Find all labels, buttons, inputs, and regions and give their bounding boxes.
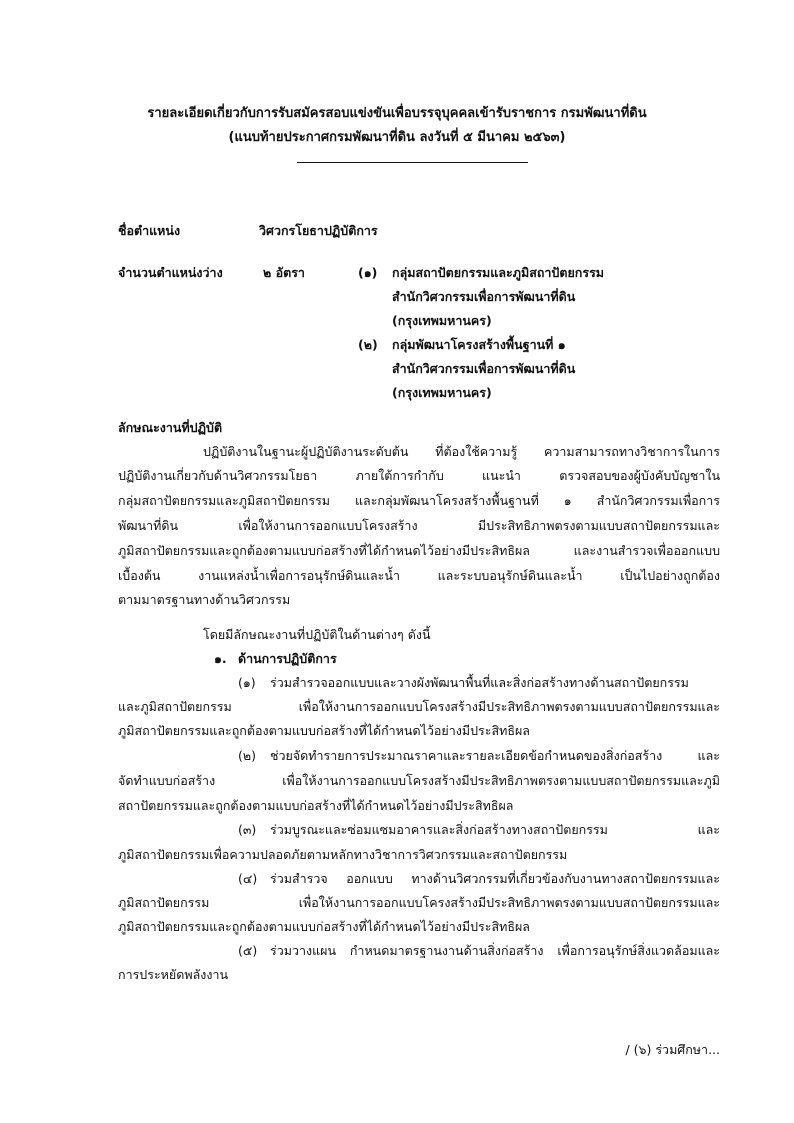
item-number: (๓) [238, 822, 257, 837]
paragraph-line: ตามมาตรฐานทางด้านวิศวกรรม [118, 592, 291, 607]
unit-name: กลุ่มพัฒนาโครงสร้างพื้นฐานที่ ๑ [392, 337, 566, 352]
work-heading: ลักษณะงานที่ปฏิบัติ [118, 420, 223, 435]
position-value: วิศวกรโยธาปฏิบัติการ [259, 223, 378, 238]
unit-office: สำนักวิศวกรรมเพื่อการพัฒนาที่ดิน [392, 289, 576, 304]
unit-number: (๒) [358, 337, 378, 352]
item-line: ร่วมบูรณะและซ่อมแซมอาคารและสิ่งก่อสร้างทางสถาปัตยกรรม และ [270, 822, 720, 837]
paragraph-line: เบื้องต้น งานแหล่งน้ำเพื่อการอนุรักษ์ดินและน้ำ และระบบอนุรักษ์ดินและน้ำ เป็นไปอย่างถูกต้อง [118, 568, 720, 583]
paragraph-line: พัฒนาที่ดิน เพื่อให้งานการออกแบบโครงสร้าง มีประสิทธิภาพตรงตามแบบสถาปัตยกรรมและ [118, 518, 720, 533]
document-title: รายละเอียดเกี่ยวกับการรับสมัครสอบแข่งขันเพื่อบรรจุบุคคลเข้ารับราชการ กรมพัฒนาที่ดิน [147, 106, 647, 121]
item-line: ร่วมสำรวจออกแบบและวางผังพัฒนาพื้นที่และสิ่งก่อสร้างทางด้านสถาปัตยกรรม [270, 675, 689, 690]
vacancy-count: ๒ อัตรา [263, 265, 305, 280]
unit-location: (กรุงเทพมหานคร) [392, 385, 492, 400]
unit-number: (๑) [358, 265, 378, 280]
unit-office: สำนักวิศวกรรมเพื่อการพัฒนาที่ดิน [392, 361, 576, 376]
item-line: ร่วมสำรวจ ออกแบบ ทางด้านวิศวกรรมที่เกี่ยวข้องกับงานทางสถาปัตยกรรมและ [270, 871, 720, 886]
item-number: (๒) [238, 748, 256, 763]
section-title: ด้านการปฏิบัติการ [238, 651, 337, 666]
continuation-note: / (๖) ร่วมศึกษา... [625, 1042, 720, 1057]
item-line: ช่วยจัดทำรายการประมาณราคาและรายละเอียดข้อกำหนดของสิ่งก่อสร้าง และ [270, 748, 720, 763]
work-intro: โดยมีลักษณะงานที่ปฏิบัติในด้านต่างๆ ดังนี้ [203, 627, 431, 642]
document-subtitle: (แนบท้ายประกาศกรมพัฒนาที่ดิน ลงวันที่ ๕ มีนาคม ๒๕๖๓) [228, 130, 566, 145]
unit-location: (กรุงเทพมหานคร) [392, 313, 492, 328]
item-line: การประหยัดพลังงาน [118, 967, 229, 982]
item-line: ร่วมวางแผน กำหนดมาตรฐานงานด้านสิ่งก่อสร้าง เพื่อการอนุรักษ์สิ่งแวดล้อมและ [270, 943, 720, 958]
paragraph-line: ปฏิบัติงานเกี่ยวกับด้านวิศวกรรมโยธา ภายใต้การกำกับ แนะนำ ตรวจสอบของผู้บังคับบัญชาใน [118, 468, 720, 483]
item-line: สถาปัตยกรรมและถูกต้องตามแบบก่อสร้างที่ได้กำหนดไว้อย่างมีประสิทธิผล [118, 798, 514, 813]
vacancy-label: จำนวนตำแหน่งว่าง [118, 265, 223, 280]
item-line: จัดทำแบบก่อสร้าง เพื่อให้งานการออกแบบโครงสร้างมีประสิทธิภาพตรงตามแบบสถาปัตยกรรมและภูมิ [118, 773, 720, 788]
paragraph-line: ภูมิสถาปัตยกรรมและถูกต้องตามแบบก่อสร้างที่ได้กำหนดไว้อย่างมีประสิทธิผล และงานสำรวจเพื่อออกแบบ [118, 543, 720, 558]
item-number: (๕) [238, 943, 258, 958]
position-label: ชื่อตำแหน่ง [118, 223, 181, 238]
item-number: (๔) [238, 871, 258, 886]
item-line: ภูมิสถาปัตยกรรม เพื่อให้งานการออกแบบโครงสร้างมีประสิทธิภาพตรงตามแบบสถาปัตยกรรมและ [118, 895, 720, 910]
section-number: ๑. [214, 651, 227, 666]
item-line: ภูมิสถาปัตยกรรมและถูกต้องตามแบบก่อสร้างที่ได้กำหนดไว้อย่างมีประสิทธิผล [118, 919, 530, 934]
unit-name: กลุ่มสถาปัตยกรรมและภูมิสถาปัตยกรรม [392, 265, 605, 280]
item-line: และภูมิสถาปัตยกรรม เพื่อให้งานการออกแบบโครงสร้างมีประสิทธิภาพตรงตามแบบสถาปัตยกรรมและ [118, 699, 720, 714]
item-line: ภูมิสถาปัตยกรรมเพื่อความปลอดภัยตามหลักทางวิชาการวิศวกรรมและสถาปัตยกรรม [118, 847, 568, 862]
item-line: ภูมิสถาปัตยกรรมและถูกต้องตามแบบก่อสร้างที่ได้กำหนดไว้อย่างมีประสิทธิผล [118, 723, 530, 738]
title-underline [297, 162, 528, 163]
item-number: (๑) [238, 675, 256, 690]
paragraph-line: ปฏิบัติงานในฐานะผู้ปฏิบัติงานระดับต้น ที่ต้องใช้ความรู้ ความสามารถทางวิชาการในการ [203, 444, 720, 459]
paragraph-line: กลุ่มสถาปัตยกรรมและภูมิสถาปัตยกรรม และกลุ่มพัฒนาโครงสร้างพื้นฐานที่ ๑ สำนักวิศวกรรมเพื่อการ [118, 493, 720, 508]
